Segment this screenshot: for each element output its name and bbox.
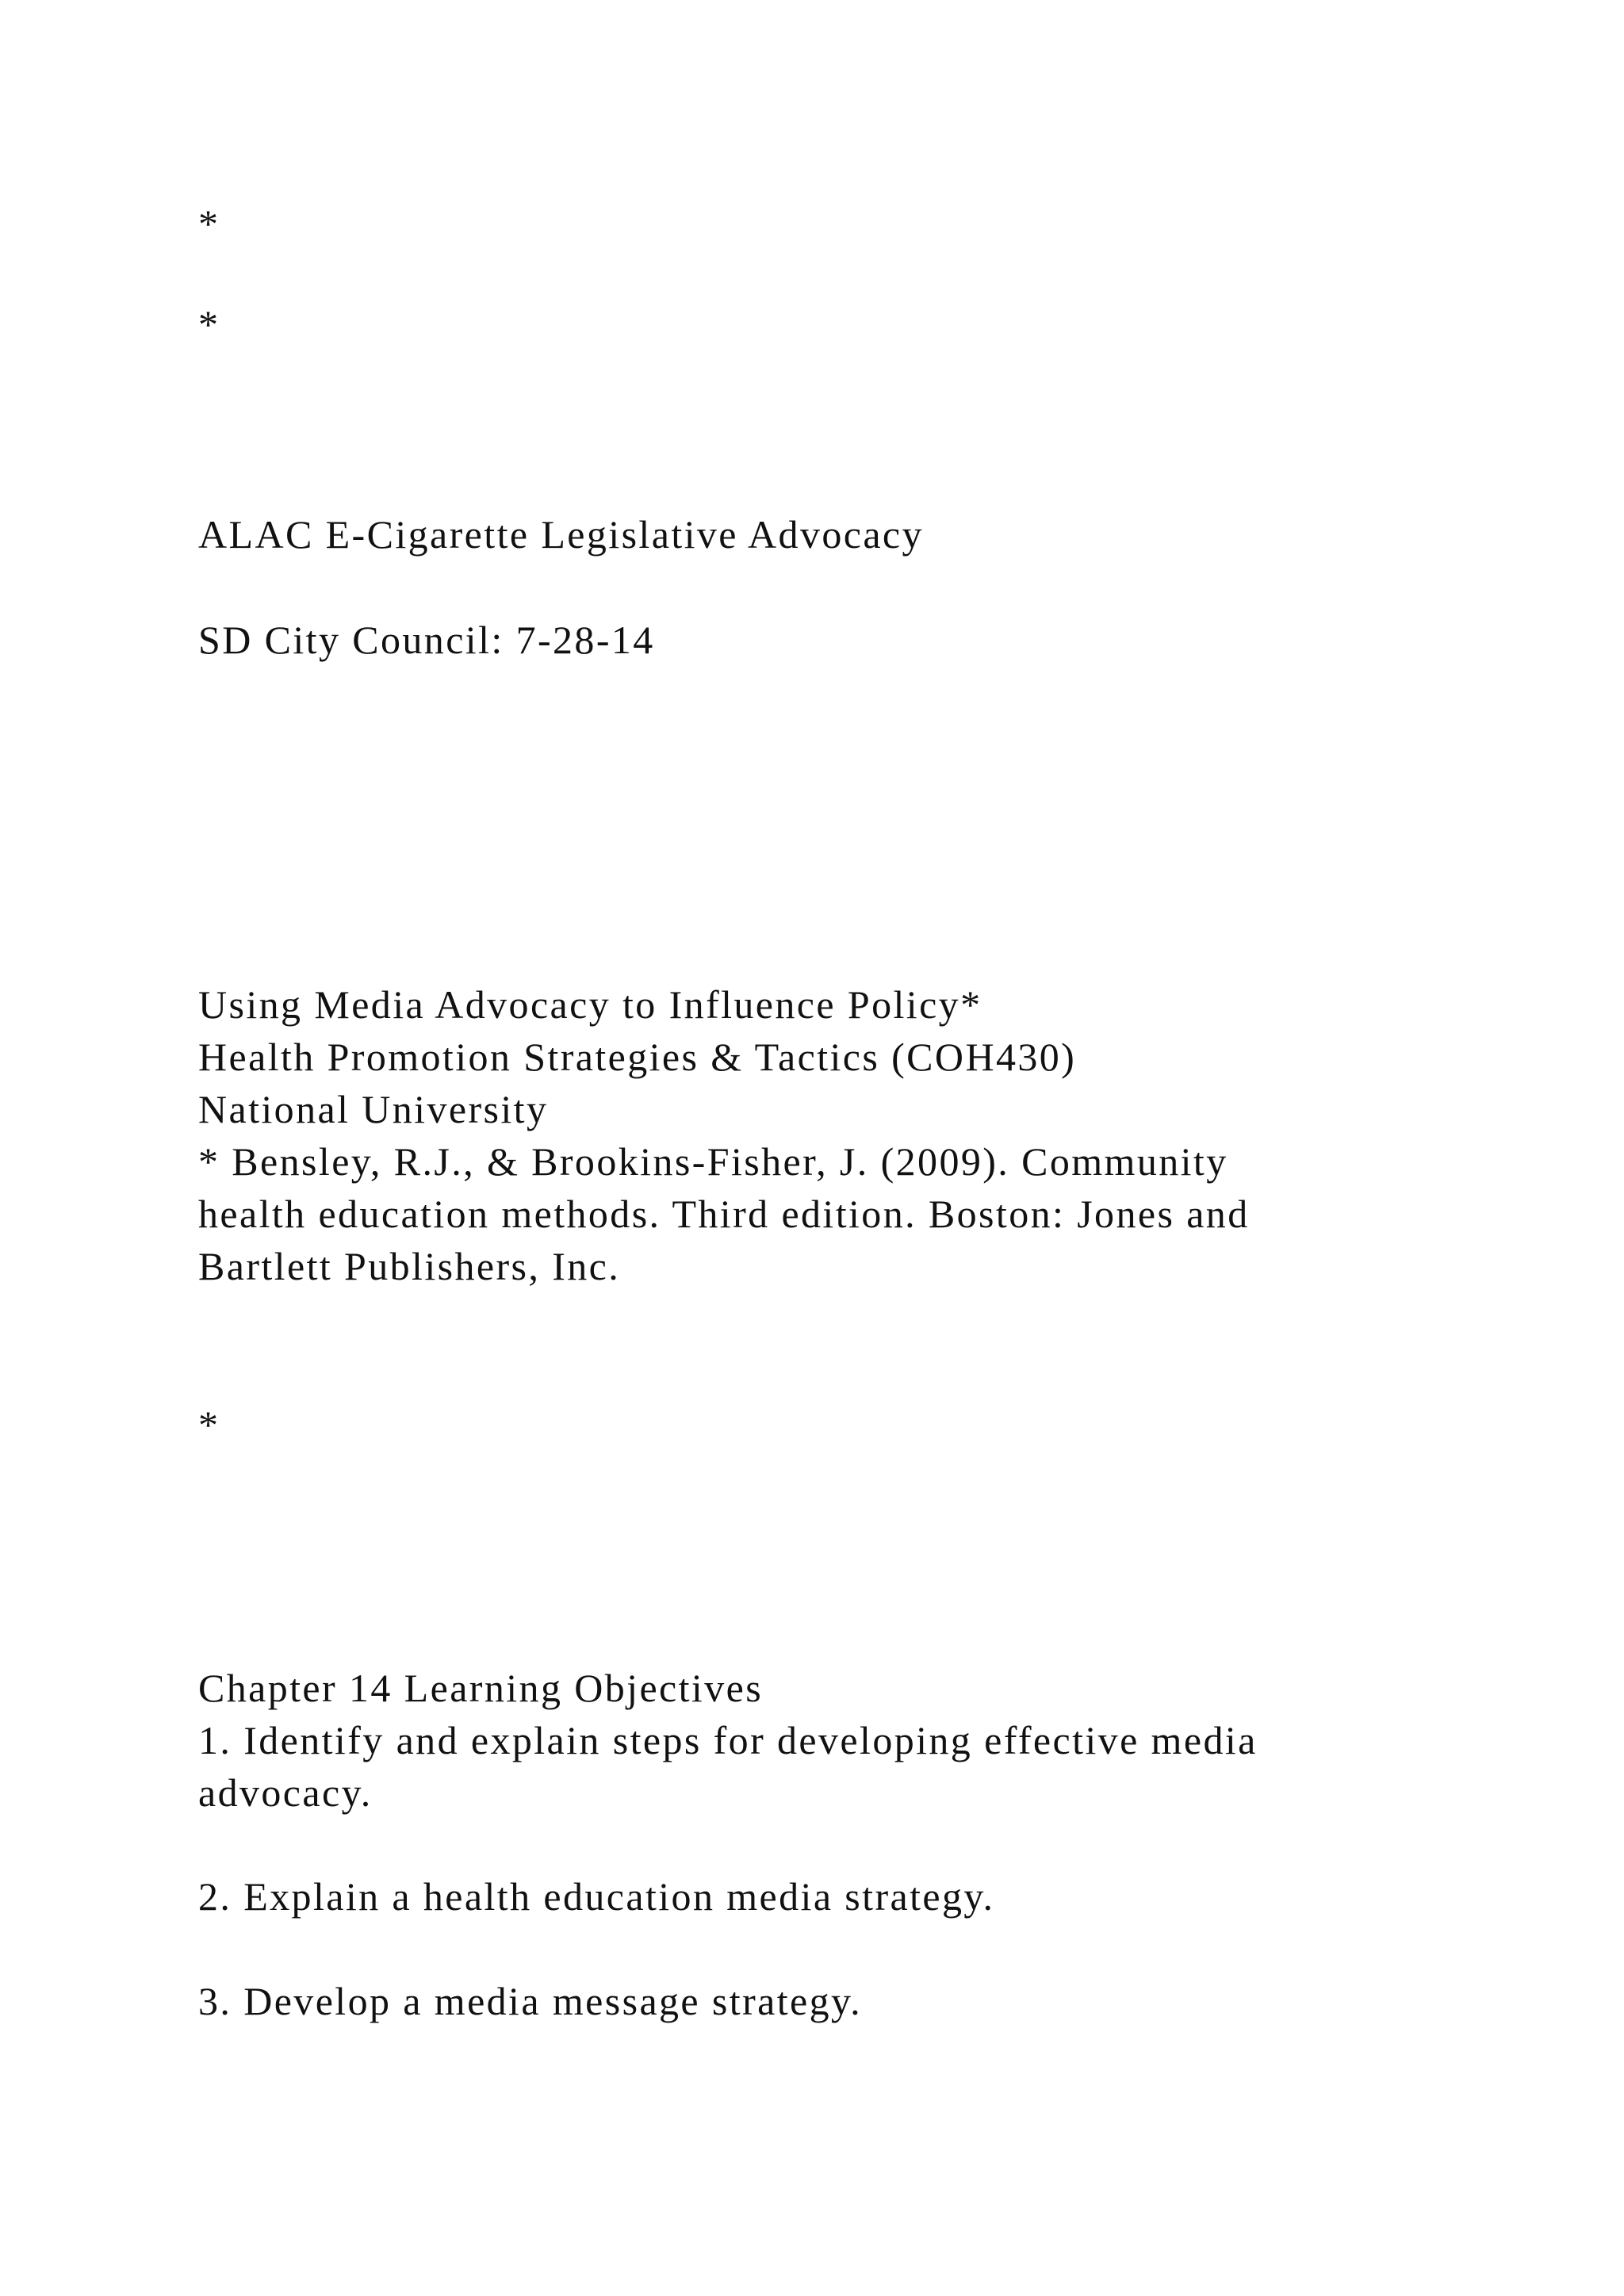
- reference-line: Bartlett Publishers, Inc.: [198, 1244, 621, 1288]
- objective-item-continued: advocacy.: [198, 1770, 373, 1815]
- asterisk-marker: *: [198, 201, 220, 246]
- section-heading: Chapter 14 Learning Objectives: [198, 1666, 764, 1710]
- course-name: Health Promotion Strategies & Tactics (COH430): [198, 1035, 1077, 1079]
- objective-item: 2. Explain a health education media strategy.: [198, 1874, 995, 1919]
- presentation-title: Using Media Advocacy to Influence Policy*: [198, 982, 982, 1027]
- institution-name: National University: [198, 1087, 549, 1131]
- reference-line: health education methods. Third edition. Boston: Jones and: [198, 1192, 1250, 1236]
- slide-subtitle: SD City Council: 7-28-14: [198, 618, 655, 662]
- objective-item: 3. Develop a media message strategy.: [198, 1979, 863, 2023]
- reference-line: * Bensley, R.J., & Brookins-Fisher, J. (2009). Community: [198, 1139, 1228, 1184]
- objective-item: 1. Identify and explain steps for developing effective media: [198, 1718, 1258, 1762]
- slide-title: ALAC E-Cigarette Legislative Advocacy: [198, 512, 924, 557]
- asterisk-marker: *: [198, 302, 220, 346]
- asterisk-marker: *: [198, 1402, 220, 1447]
